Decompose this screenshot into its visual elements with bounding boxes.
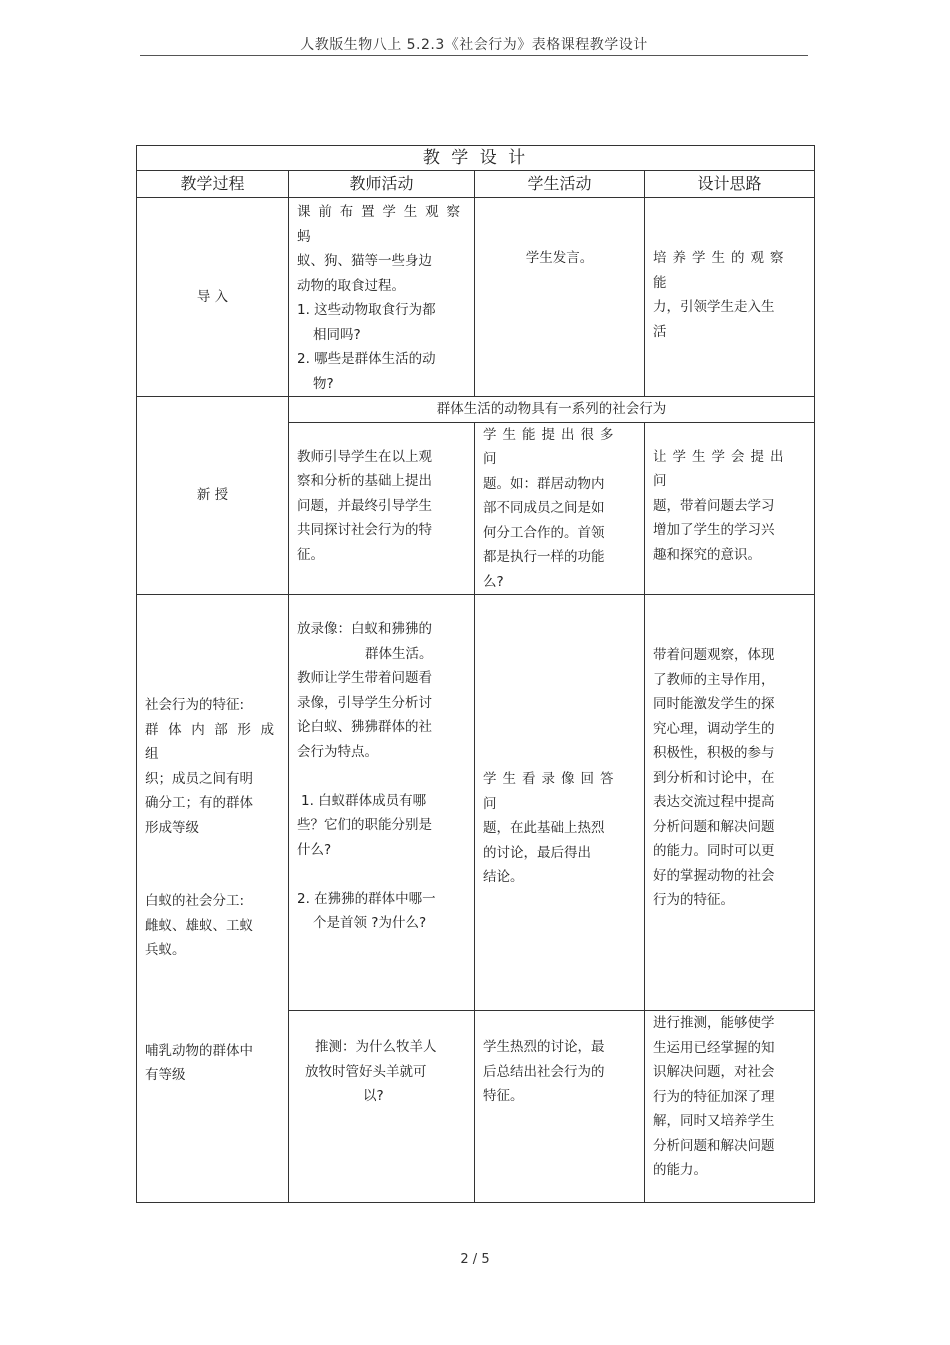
student-line: 学生看录像回答问 (483, 771, 620, 812)
stage-line: 哺乳动物的群体中 (145, 1042, 253, 1059)
new-lesson-subtitle: 群体生活的动物具有一系列的社会行为 (289, 397, 815, 423)
teacher-line: 论白蚁、狒狒群体的社 (297, 719, 432, 735)
teacher-line: 1. 白蚁群体成员有哪 (301, 792, 427, 809)
teacher-line: 共同探讨社会行为的特 (297, 522, 432, 538)
teacher-line: 察和分析的基础上提出 (297, 473, 432, 489)
design-line: 解，同时又培养学生 (653, 1113, 775, 1129)
design-idea-features (645, 595, 815, 1011)
teacher-line: 放牧时管好头羊就可 (305, 1063, 427, 1080)
teacher-line: 1. 这些动物取食行为都 (297, 302, 436, 318)
teacher-line (297, 764, 466, 789)
design-line: 表达交流过程中提高 (653, 794, 775, 810)
stage-line: 确分工；有的群体 (145, 795, 253, 811)
column-header-student: 学生活动 (475, 171, 645, 198)
teacher-line (297, 862, 466, 887)
teacher-line: 2. 哪些是群体生活的动 (297, 351, 436, 367)
teacher-activity-features (289, 595, 475, 1011)
teacher-line: 问题，并最终引导学生 (297, 497, 432, 514)
stage-line (145, 865, 280, 890)
student-line: 题。如：群居动物内 (483, 475, 605, 492)
teacher-line: 征。 (297, 546, 324, 563)
design-idea-new-lesson (645, 422, 815, 595)
student-line: 后总结出社会行为的 (483, 1063, 605, 1080)
teacher-line: 教师引导学生在以上观 (297, 448, 432, 465)
design-line: 同时能激发学生的探 (653, 696, 775, 712)
design-line: 生运用已经掌握的知 (653, 1039, 775, 1056)
page-number: 2 / 5 (460, 1252, 490, 1267)
stage-intro: 导 入 (137, 198, 289, 397)
stage-line: 社会行为的特征: (145, 697, 245, 713)
teacher-line: 课前布置学生观察蚂 (297, 204, 466, 245)
student-activity-features (475, 595, 645, 1011)
design-line: 积极性，积极的参与 (653, 745, 775, 761)
student-line: 学生热烈的讨论，最 (483, 1039, 605, 1055)
student-activity-new-lesson (475, 422, 645, 595)
design-line: 识解决问题，对社会 (653, 1064, 775, 1080)
teacher-line: 录像，引导学生分析讨 (297, 694, 432, 711)
design-line: 题，带着问题去学习 (653, 497, 775, 514)
table-caption: 教 学 设 计 (137, 146, 815, 171)
student-line: 学生能提出很多问 (483, 426, 620, 467)
design-line: 活 (653, 323, 667, 340)
design-idea-intro (645, 198, 815, 397)
teaching-design-table (136, 145, 815, 1203)
page-header-title: 人教版生物八上 5.2.3《社会行为》表格课程教学设计 (300, 37, 648, 53)
student-line: 题，在此基础上热烈 (483, 820, 605, 836)
design-line: 培养学生的观察能 (653, 250, 790, 291)
student-line: 何分工合作的。首领 (483, 524, 605, 541)
student-line: 部不同成员之间是如 (483, 500, 605, 516)
design-line: 力，引领学生走入生 (653, 299, 775, 315)
stage-line: 群体内部形成组 (145, 721, 280, 762)
stage-line (145, 840, 280, 865)
design-line: 行为的特征加深了理 (653, 1088, 775, 1105)
design-line: 行为的特征。 (653, 892, 734, 908)
stage-features (137, 595, 289, 1203)
design-line: 趣和探究的意识。 (653, 546, 761, 563)
teacher-line: 物? (313, 375, 334, 392)
student-line: 的讨论，最后得出 (483, 844, 591, 861)
design-line: 究心理，调动学生的 (653, 720, 775, 737)
design-line: 分析问题和解决问题 (653, 818, 775, 835)
stage-new-lesson: 新 授 (137, 397, 289, 595)
teacher-line: 推测：为什么牧羊人 (315, 1039, 437, 1055)
student-activity-intro: 学生发言。 (475, 198, 645, 397)
stage-line: 兵蚁。 (145, 942, 186, 958)
student-line: 特征。 (483, 1088, 524, 1104)
design-line: 让学生学会提出问 (653, 448, 790, 489)
student-line: 都是执行一样的功能 (483, 549, 605, 565)
design-line: 好的掌握动物的社会 (653, 867, 775, 884)
teacher-activity-intro (289, 198, 475, 397)
stage-line: 雌蚁、雄蚁、工蚁 (145, 917, 253, 934)
teacher-line: 相同吗? (313, 326, 361, 343)
column-header-design: 设计思路 (645, 171, 815, 198)
stage-line: 形成等级 (145, 819, 199, 836)
table-row-intro (137, 198, 815, 397)
teacher-line: 教师让学生带着问题看 (297, 670, 432, 686)
teacher-line: 会行为特点。 (297, 743, 378, 760)
column-header-teacher: 教师活动 (289, 171, 475, 198)
stage-line: 织；成员之间有明 (145, 770, 253, 787)
design-line: 的能力。同时可以更 (653, 843, 775, 859)
design-line: 的能力。 (653, 1162, 707, 1178)
header-divider (140, 55, 808, 56)
design-line: 分析问题和解决问题 (653, 1137, 775, 1154)
table-row-new-lesson-subtitle (137, 397, 815, 423)
teacher-line: 动物的取食过程。 (297, 277, 405, 294)
column-header-row (137, 171, 815, 198)
teacher-line: 些？它们的职能分别是 (297, 817, 432, 833)
design-line: 增加了学生的学习兴 (653, 522, 775, 538)
column-header-process: 教学过程 (137, 171, 289, 198)
teacher-line: 2. 在狒狒的群体中哪一 (297, 890, 436, 907)
teacher-line: 放录像：白蚁和狒狒的 (297, 621, 432, 637)
student-line: 么? (483, 573, 504, 590)
design-line: 到分析和讨论中，在 (653, 769, 775, 786)
student-line: 结论。 (483, 869, 524, 885)
teacher-line: 蚁、狗、猫等一些身边 (297, 253, 432, 269)
teacher-line: 以? (363, 1088, 384, 1104)
teacher-line: 什么? (297, 841, 332, 858)
design-idea-mammals (645, 1011, 815, 1203)
stage-line: 白蚁的社会分工: (145, 893, 245, 909)
teacher-line: 个是首领 ?为什么? (313, 915, 427, 931)
design-line: 带着问题观察，体现 (653, 647, 775, 663)
teacher-activity-mammals (289, 1011, 475, 1203)
teacher-activity-new-lesson (289, 422, 475, 595)
design-line: 了教师的主导作用， (653, 671, 775, 688)
teacher-line: 群体生活。 (365, 645, 433, 662)
stage-line: 有等级 (145, 1067, 186, 1083)
table-row-features (137, 595, 815, 1011)
student-activity-mammals (475, 1011, 645, 1203)
design-line: 进行推测，能够使学 (653, 1015, 775, 1031)
